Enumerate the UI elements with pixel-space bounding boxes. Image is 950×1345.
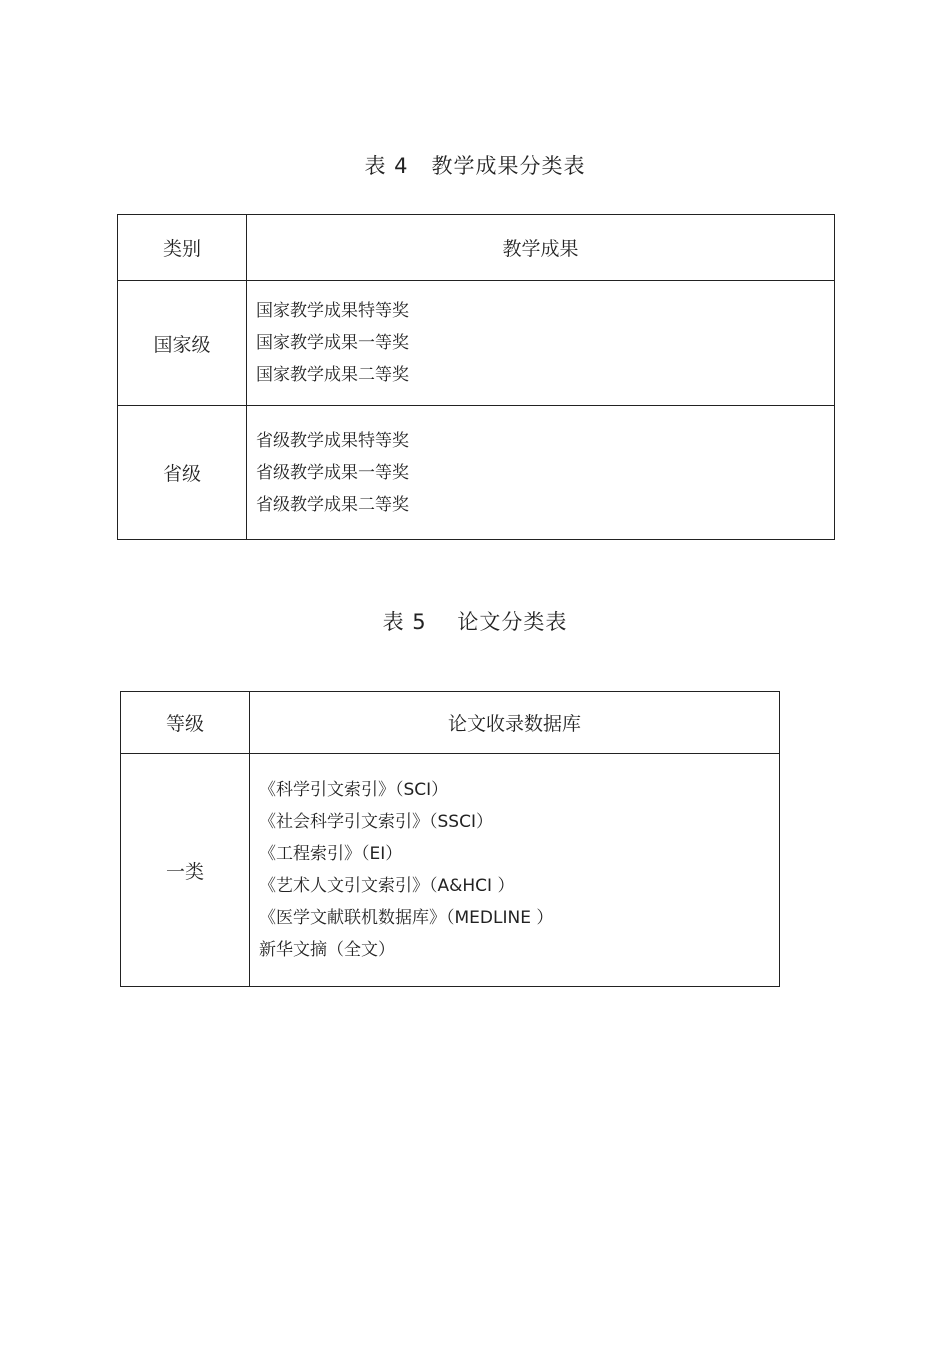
list-item: 《医学文献联机数据库》（MEDLINE ）	[259, 908, 554, 928]
list-item: 《艺术人文引文索引》（A&HCI ）	[259, 876, 515, 896]
row-category: 省级	[118, 406, 247, 540]
teaching-achievement-table	[117, 214, 835, 540]
table-row	[121, 754, 780, 987]
header-level: 等级	[121, 692, 250, 754]
header-category: 类别	[118, 215, 247, 281]
table-header-row	[121, 692, 780, 754]
list-item: 《社会科学引文索引》（SSCI）	[259, 812, 493, 832]
list-item: 《工程索引》（EI）	[259, 844, 403, 864]
row-items	[247, 406, 835, 540]
list-item: 《科学引文索引》（SCI）	[259, 780, 449, 800]
row-category: 一类	[121, 754, 250, 987]
list-item: 国家教学成果特等奖	[256, 301, 409, 321]
table5-caption: 表 5 论文分类表	[382, 610, 568, 634]
list-item: 省级教学成果二等奖	[256, 494, 409, 515]
table-row	[118, 406, 835, 540]
paper-classification-table	[120, 691, 780, 987]
row-items	[247, 281, 835, 406]
list-item: 新华文摘（全文）	[259, 940, 395, 960]
header-database: 论文收录数据库	[250, 692, 780, 754]
table4-caption: 表 4 教学成果分类表	[364, 154, 586, 178]
list-item: 省级教学成果特等奖	[256, 430, 409, 451]
row-items	[250, 754, 780, 987]
table-header-row	[118, 215, 835, 281]
row-category: 国家级	[118, 281, 247, 406]
table-row	[118, 281, 835, 406]
list-item: 国家教学成果二等奖	[256, 365, 409, 385]
header-achievement: 教学成果	[247, 215, 835, 281]
list-item: 国家教学成果一等奖	[256, 333, 409, 353]
list-item: 省级教学成果一等奖	[256, 462, 409, 483]
